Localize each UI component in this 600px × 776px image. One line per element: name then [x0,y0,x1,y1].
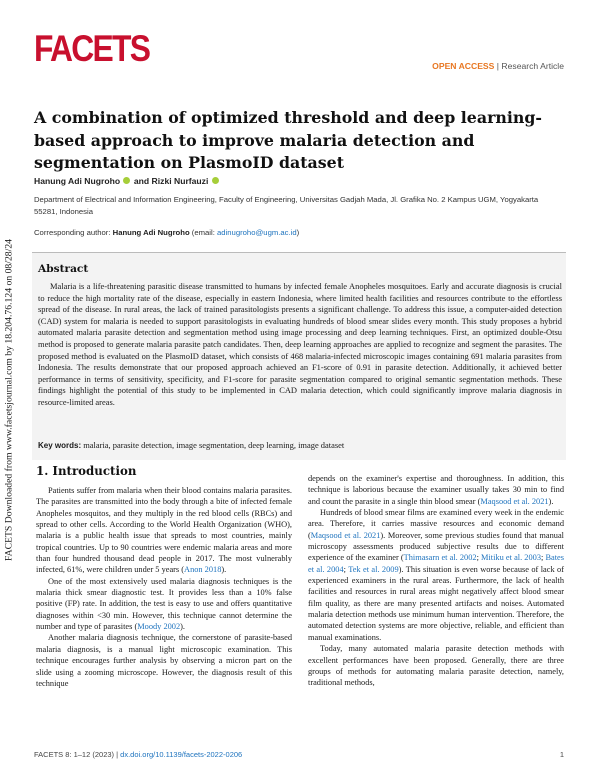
abstract-heading: Abstract [38,263,89,275]
paragraph-text: depends on the examiner's expertise and thoroughness. In addition, this technique is laborious because the examiner usually takes 30 min to find and count the parasite in a single thin blood smear ( [308,474,564,506]
page-number: 1 [559,750,564,759]
download-stamp [2,160,16,640]
paragraph-text: ; [343,564,349,574]
introduction-heading: 1. Introduction [36,464,137,478]
keywords [38,440,344,450]
citation-link[interactable]: Tek et al. 2009 [348,564,399,574]
body-paragraph [308,473,564,507]
paragraph-text: ). [221,565,227,575]
body-paragraph [36,576,292,633]
keywords-label: Key words: [38,441,82,450]
paragraph-text: Hundreds of blood smear films are examined every week in the endemic area. Therefore, it carries massive resources and economic demand ( [308,508,564,540]
orcid-icon[interactable] [212,177,219,184]
keywords-list: malaria, parasite detection, image segmentation, deep learning, image dataset [83,440,345,450]
author-list [34,176,220,186]
body-column-left [36,485,292,689]
body-paragraph [36,485,292,576]
author-name[interactable]: Rizki Nurfauzi [151,176,209,186]
doi-link[interactable]: dx.doi.org/10.1139/facets-2022-0206 [120,750,243,759]
citation-link[interactable]: Moody 2002 [137,622,181,632]
citation-link[interactable]: Maqsood et al. 2021 [310,530,381,540]
email-suffix: ) [296,228,300,237]
paragraph-text: One of the most extensively used malaria diagnosis techniques is the malaria thick smear diagnostic test. It provides less than a 10% false positive (FP) rate. In addition, the test is easy to use and offers quantitative diagnoses within <30 min. However, this technique cannot determine the number and type of parasites ( [36,576,292,632]
page-footer [34,750,242,759]
corresponding-author [34,228,299,237]
body-paragraph [308,507,564,643]
email-link[interactable]: adinugroho@ugm.ac.id [217,228,297,237]
abstract-text: Malaria is a life-threatening parasitic disease transmitted to humans by infected female Anopheles mosquitoes. Early and accurate diagnosis is crucial to reduce the high mortality rate of the disease, especially in eastern Indonesia, where limited health facilities and resources contribute to the effortless spread of the disease. In rural areas, the lack of trained parasitologists presents a significant challenge. To address this issue, a computer-aided detection (CAD) system for malaria is needed to support parasitologists in evaluating hundreds of blood smear slides every month. This study proposes a hybrid automated malaria parasite detection and segmentation method using image processing and deep learning techniques. First, an optimized double-Otsu method is proposed to generate malaria parasite patch candidates. Then, deep learning approaches are applied to recognize and segment the parasites. The proposed method is evaluated on the PlasmoID dataset, which consists of 468 malaria-infected microscopic images containing 691 malaria parasites from Indonesia. The results demonstrate that our proposed approach achieved an F1-score of 0.91 in parasite detection. Additionally, it achieved better performance in terms of sensitivity, specificity, and F1-score for parasite segmentation compared to original semantic segmentation methods. These findings highlight the potential of this study to be implemented in CAD malaria detection, which could significantly improve malaria diagnosis in resource-limited areas. [38,281,562,407]
citation-link[interactable]: Bates et al. 2004 [308,553,565,574]
citation-link[interactable]: Mitiku et al. 2003 [481,553,541,563]
corresponding-name: Hanung Adi Nugroho [112,228,190,237]
paragraph-text: ; [476,553,482,563]
article-badge [432,61,564,71]
paragraph-text: ). [180,622,186,632]
body-paragraph [36,632,292,689]
paragraph-text: ). Moreover, some previous studies found that manual microscopy assessments produced subjective results due to different experience of the examiner ( [308,530,564,563]
email-prefix: (email: [191,228,215,237]
paragraph-text: ). This situation is even worse because of lack of experienced examiners in the rural areas. Furthermore, the lack of health facilities and resources in rural areas might negatively affect blood smear film quality, as there are many presented artifacts and noises. Automated malaria detection methods use minimum human intervention. Therefore, the automated detection systems are more objective, reliable, and efficient than manual examinations. [308,564,564,642]
abstract-divider [32,252,566,253]
affiliation: Department of Electrical and Information Engineering, Faculty of Engineering, Universitas Gadjah Mada, Jl. Grafika No. 2 Kampus UGM, Yogyakarta 55281, Indonesia [34,195,539,216]
citation-link[interactable]: Anon 2018 [184,565,222,575]
facets-logo[interactable]: FACETS [34,28,150,69]
badge-separator: | [494,61,502,71]
paragraph-text: Patients suffer from malaria when their blood contains malaria parasites. The parasites are transmitted into the body through a bite of infected female Anopheles mosquitos, and they multiply in the red blood cells (RBCs) and spread to other cells. According to the World Health Organization (WHO), malaria is a public health issue that spreads to most countries, mainly tropical countries. Up to 90 countries were endemic malaria areas and more than four hundred thousand dead people in 2017. The most vulnerably infected, 61%, were children under 5 years ( [36,486,292,575]
citation-link[interactable]: Thimasarn et al. 2002 [403,553,477,563]
article-title: A combination of optimized threshold and deep learning-based approach to improve malaria detection and segmentation on PlasmoID dataset [34,108,542,172]
citation-link[interactable]: Maqsood et al. 2021 [480,496,549,506]
footer-citation: FACETS 8: 1–12 (2023) | [34,750,121,759]
paragraph-text: ; [541,553,546,563]
open-access-label: OPEN ACCESS [432,61,495,71]
orcid-icon[interactable] [123,177,130,184]
paragraph-text: ). [548,496,554,506]
download-stamp-text: FACETS Downloaded from www.facetsjournal.com by 18.204.76.124 on 08/28/24 [3,238,15,562]
author-name[interactable]: Hanung Adi Nugroho [34,176,121,186]
paragraph-text: Today, many automated malaria parasite detection methods with excellent performances have been proposed. Generally, there are three groups of methods for automating malaria parasite detection, namely, traditional methods, [308,644,564,688]
corresponding-label: Corresponding author: [34,228,111,237]
paragraph-text: Another malaria diagnosis technique, the cornerstone of parasite-based malaria diagnosis, is a manual light microscopic examination. This technique encourages further analysis by observing a micron part on the slide using a zooming microscope. However, the diagnosis result of this technique [36,633,292,688]
body-paragraph [308,643,564,688]
author-joiner: and [133,176,150,186]
body-column-right [308,473,564,689]
article-type-label: Research Article [501,61,564,71]
